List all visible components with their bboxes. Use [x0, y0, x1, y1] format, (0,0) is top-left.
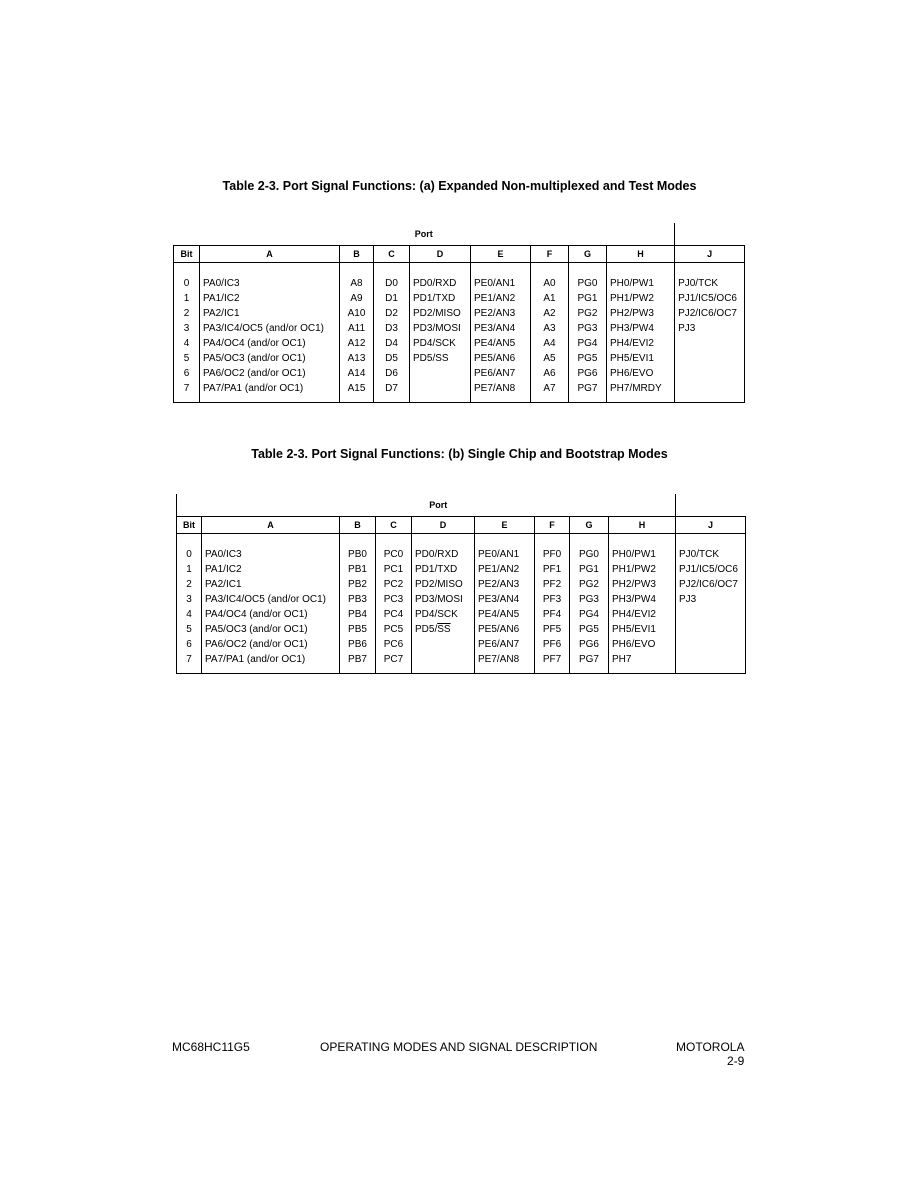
cell-bit: 4 [174, 336, 200, 351]
cell-b: A12 [340, 336, 374, 351]
column-header-h: H [609, 517, 676, 534]
cell-d: PD1/TXD [412, 562, 475, 577]
cell-f: A2 [531, 306, 569, 321]
cell-h: PH2/PW3 [609, 577, 676, 592]
cell-g: PG7 [569, 381, 607, 396]
column-header-b: B [340, 517, 376, 534]
cell-g: PG0 [570, 547, 609, 562]
cell-bit: 6 [177, 637, 202, 652]
cell-j [675, 366, 745, 381]
footer-part-number: MC68HC11G5 [172, 1040, 250, 1054]
cell-c: D4 [374, 336, 410, 351]
cell-h: PH3/PW4 [607, 321, 675, 336]
table-b-caption: Table 2-3. Port Signal Functions: (b) Single Chip and Bootstrap Modes [251, 447, 668, 461]
cell-c: D0 [374, 276, 410, 291]
table-row [174, 291, 745, 306]
cell-b: A10 [340, 306, 374, 321]
table-row [174, 306, 745, 321]
cell-h: PH4/EVI2 [609, 607, 676, 622]
cell-bit: 4 [177, 607, 202, 622]
cell-h: PH0/PW1 [607, 276, 675, 291]
cell-j [675, 351, 745, 366]
cell-e: PE5/AN6 [471, 351, 531, 366]
cell-j: PJ1/IC5/OC6 [675, 291, 745, 306]
table-row [177, 652, 746, 667]
cell-f: A0 [531, 276, 569, 291]
cell-d: PD2/MISO [410, 306, 471, 321]
cell-c: D7 [374, 381, 410, 396]
cell-f: A1 [531, 291, 569, 306]
cell-c: D5 [374, 351, 410, 366]
cell-d [412, 637, 475, 652]
cell-e: PE0/AN1 [475, 547, 535, 562]
cell-g: PG6 [569, 366, 607, 381]
cell-g: PG4 [569, 336, 607, 351]
cell-c: PC1 [376, 562, 412, 577]
cell-bit: 3 [177, 592, 202, 607]
cell-e: PE1/AN2 [475, 562, 535, 577]
column-header-row [177, 517, 746, 534]
cell-e: PE6/AN7 [475, 637, 535, 652]
cell-j: PJ3 [676, 592, 746, 607]
cell-j: PJ1/IC5/OC6 [676, 562, 746, 577]
column-header-j: J [675, 246, 745, 263]
table-row [177, 547, 746, 562]
cell-f: PF5 [535, 622, 570, 637]
cell-j: PJ0/TCK [676, 547, 746, 562]
cell-a: PA7/PA1 (and/or OC1) [202, 652, 340, 667]
cell-a: PA0/IC3 [202, 547, 340, 562]
cell-b: PB5 [340, 622, 376, 637]
cell-b: PB1 [340, 562, 376, 577]
cell-bit: 2 [177, 577, 202, 592]
cell-f: PF7 [535, 652, 570, 667]
table-row [177, 592, 746, 607]
column-header-j: J [676, 517, 746, 534]
cell-h: PH4/EVI2 [607, 336, 675, 351]
cell-j [676, 637, 746, 652]
cell-j: PJ2/IC6/OC7 [675, 306, 745, 321]
cell-b: A15 [340, 381, 374, 396]
cell-bit: 3 [174, 321, 200, 336]
table-row [177, 562, 746, 577]
cell-g: PG4 [570, 607, 609, 622]
cell-h: PH2/PW3 [607, 306, 675, 321]
cell-a: PA5/OC3 (and/or OC1) [200, 351, 340, 366]
cell-e: PE4/AN5 [471, 336, 531, 351]
cell-bit: 5 [174, 351, 200, 366]
cell-b: PB3 [340, 592, 376, 607]
port-signal-table-single-chip [176, 494, 746, 674]
cell-b: PB2 [340, 577, 376, 592]
table-row [174, 351, 745, 366]
column-header-e: E [475, 517, 535, 534]
cell-d [410, 366, 471, 381]
cell-g: PG3 [569, 321, 607, 336]
cell-f: PF1 [535, 562, 570, 577]
column-header-f: F [531, 246, 569, 263]
cell-d: $PD5/\overline{SS}$ [412, 622, 475, 637]
cell-e: PE5/AN6 [475, 622, 535, 637]
cell-d: PD3/MOSI [412, 592, 475, 607]
cell-d: PD4/SCK [412, 607, 475, 622]
column-header-b: B [340, 246, 374, 263]
cell-j [675, 336, 745, 351]
column-header-bit: Bit [177, 517, 202, 534]
cell-bit: 5 [177, 622, 202, 637]
cell-d: PD1/TXD [410, 291, 471, 306]
port-group-label: Port [414, 229, 433, 239]
cell-d: PD3/MOSI [410, 321, 471, 336]
cell-g: PG6 [570, 637, 609, 652]
cell-e: PE3/AN4 [471, 321, 531, 336]
cell-j [675, 381, 745, 396]
table-row [177, 607, 746, 622]
table-row [177, 622, 746, 637]
footer-section-title: OPERATING MODES AND SIGNAL DESCRIPTION [320, 1040, 598, 1054]
active-low-overline: $\overline{SS}$ [437, 624, 451, 635]
cell-c: PC3 [376, 592, 412, 607]
cell-e: PE0/AN1 [471, 276, 531, 291]
cell-f: PF6 [535, 637, 570, 652]
cell-e: PE3/AN4 [475, 592, 535, 607]
cell-h: PH6/EVO [607, 366, 675, 381]
cell-bit: 0 [177, 547, 202, 562]
table-row [174, 366, 745, 381]
cell-f: A6 [531, 366, 569, 381]
cell-d: PD5/SS [410, 351, 471, 366]
column-header-c: C [374, 246, 410, 263]
cell-h: PH0/PW1 [609, 547, 676, 562]
cell-c: PC5 [376, 622, 412, 637]
cell-j [676, 652, 746, 667]
cell-b: A14 [340, 366, 374, 381]
cell-h: PH7 [609, 652, 676, 667]
cell-a: PA1/IC2 [202, 562, 340, 577]
cell-bit: 7 [177, 652, 202, 667]
cell-h: PH5/EVI1 [609, 622, 676, 637]
cell-g: PG5 [570, 622, 609, 637]
cell-f: A3 [531, 321, 569, 336]
cell-h: PH7/MRDY [607, 381, 675, 396]
column-header-d: D [410, 246, 471, 263]
cell-a: PA2/IC1 [200, 306, 340, 321]
cell-f: PF3 [535, 592, 570, 607]
column-header-h: H [607, 246, 675, 263]
cell-g: PG0 [569, 276, 607, 291]
cell-f: PF2 [535, 577, 570, 592]
table-row [177, 637, 746, 652]
cell-c: PC0 [376, 547, 412, 562]
cell-c: PC6 [376, 637, 412, 652]
cell-bit: 2 [174, 306, 200, 321]
column-header-a: A [202, 517, 340, 534]
cell-e: PE6/AN7 [471, 366, 531, 381]
port-group-label: Port [429, 500, 448, 510]
cell-a: PA4/OC4 (and/or OC1) [200, 336, 340, 351]
column-header-g: G [569, 246, 607, 263]
cell-c: D6 [374, 366, 410, 381]
cell-c: D2 [374, 306, 410, 321]
cell-h: PH5/EVI1 [607, 351, 675, 366]
cell-d: PD2/MISO [412, 577, 475, 592]
cell-e: PE2/AN3 [475, 577, 535, 592]
cell-c: PC7 [376, 652, 412, 667]
cell-b: PB6 [340, 637, 376, 652]
cell-g: PG3 [570, 592, 609, 607]
cell-c: PC2 [376, 577, 412, 592]
cell-e: PE2/AN3 [471, 306, 531, 321]
column-header-e: E [471, 246, 531, 263]
table-row [177, 577, 746, 592]
table-row [174, 336, 745, 351]
cell-a: PA3/IC4/OC5 (and/or OC1) [200, 321, 340, 336]
cell-e: PE7/AN8 [471, 381, 531, 396]
cell-g: PG1 [569, 291, 607, 306]
cell-b: A13 [340, 351, 374, 366]
cell-e: PE1/AN2 [471, 291, 531, 306]
footer-company: MOTOROLA [676, 1040, 745, 1054]
cell-bit: 7 [174, 381, 200, 396]
table-row [174, 381, 745, 396]
cell-g: PG5 [569, 351, 607, 366]
cell-f: A4 [531, 336, 569, 351]
cell-d: PD0/RXD [410, 276, 471, 291]
cell-a: PA2/IC1 [202, 577, 340, 592]
footer-page-number: 2-9 [727, 1054, 745, 1068]
column-header-bit: Bit [174, 246, 200, 263]
cell-b: A9 [340, 291, 374, 306]
column-header-g: G [570, 517, 609, 534]
cell-b: A8 [340, 276, 374, 291]
port-signal-table-expanded [173, 223, 745, 403]
cell-a: PA1/IC2 [200, 291, 340, 306]
cell-c: PC4 [376, 607, 412, 622]
table-row [174, 276, 745, 291]
cell-b: A11 [340, 321, 374, 336]
cell-h: PH3/PW4 [609, 592, 676, 607]
table-row [174, 321, 745, 336]
cell-g: PG7 [570, 652, 609, 667]
column-header-a: A [200, 246, 340, 263]
cell-c: D3 [374, 321, 410, 336]
cell-bit: 6 [174, 366, 200, 381]
cell-f: A7 [531, 381, 569, 396]
cell-b: PB4 [340, 607, 376, 622]
cell-j [676, 607, 746, 622]
cell-a: PA0/IC3 [200, 276, 340, 291]
cell-a: PA3/IC4/OC5 (and/or OC1) [202, 592, 340, 607]
cell-bit: 1 [177, 562, 202, 577]
cell-g: PG1 [570, 562, 609, 577]
cell-g: PG2 [570, 577, 609, 592]
cell-a: PA7/PA1 (and/or OC1) [200, 381, 340, 396]
column-header-f: F [535, 517, 570, 534]
cell-d: PD0/RXD [412, 547, 475, 562]
cell-j: PJ0/TCK [675, 276, 745, 291]
column-header-d: D [412, 517, 475, 534]
cell-e: PE4/AN5 [475, 607, 535, 622]
cell-bit: 0 [174, 276, 200, 291]
cell-a: PA4/OC4 (and/or OC1) [202, 607, 340, 622]
cell-j [676, 622, 746, 637]
cell-h: PH1/PW2 [607, 291, 675, 306]
cell-h: PH6/EVO [609, 637, 676, 652]
cell-f: A5 [531, 351, 569, 366]
cell-j: PJ2/IC6/OC7 [676, 577, 746, 592]
cell-bit: 1 [174, 291, 200, 306]
column-header-row [174, 246, 745, 263]
cell-d [410, 381, 471, 396]
table-a-caption: Table 2-3. Port Signal Functions: (a) Expanded Non-multiplexed and Test Modes [222, 179, 697, 193]
cell-g: PG2 [569, 306, 607, 321]
cell-e: PE7/AN8 [475, 652, 535, 667]
cell-a: PA6/OC2 (and/or OC1) [202, 637, 340, 652]
cell-d: PD4/SCK [410, 336, 471, 351]
cell-d [412, 652, 475, 667]
cell-f: PF4 [535, 607, 570, 622]
cell-f: PF0 [535, 547, 570, 562]
cell-b: PB0 [340, 547, 376, 562]
cell-h: PH1/PW2 [609, 562, 676, 577]
cell-j: PJ3 [675, 321, 745, 336]
cell-b: PB7 [340, 652, 376, 667]
cell-a: PA6/OC2 (and/or OC1) [200, 366, 340, 381]
cell-a: PA5/OC3 (and/or OC1) [202, 622, 340, 637]
column-header-c: C [376, 517, 412, 534]
cell-c: D1 [374, 291, 410, 306]
